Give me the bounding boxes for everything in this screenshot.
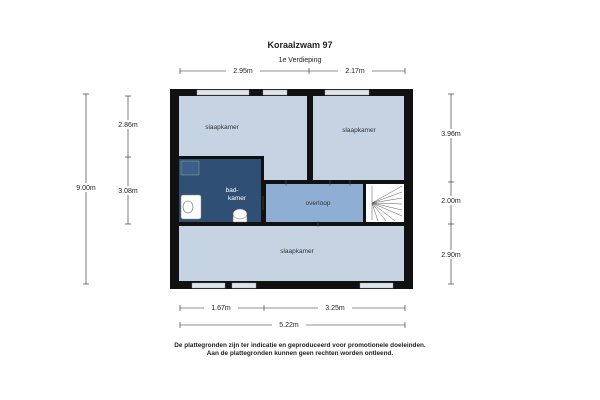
label-slaapkamer-2: slaapkamer [342,127,376,134]
toilet-bowl [233,209,247,219]
dim-right-lower: 2.90m [441,252,461,259]
label-badkamer: bad- kamer [225,187,247,202]
dim-bottom-left: 1.67m [211,305,231,312]
dim-top-right: 2.17m [345,68,365,75]
dim-bottom-total-label: 5.22m [279,322,299,329]
shower-tray [181,161,199,175]
dim-right-upper: 3.96m [441,131,461,138]
dim-left-lower: 3.08m [118,188,138,195]
label-slaapkamer-3: slaapkamer [280,248,314,255]
dim-left-total-label: 9.00m [76,185,96,192]
dim-top-left: 2.95m [233,68,253,75]
dim-bottom-right: 3.25m [325,305,345,312]
disclaimer-line-2: Aan de plattegronden kunnen geen rechten worden ontleend. [206,350,394,357]
dim-left-upper: 2.86m [118,122,138,129]
plan-title: Koraalzwam 97 [267,40,333,50]
label-slaapkamer-1: slaapkamer [205,124,239,131]
room-slaapkamer-top-left-ext [264,156,307,180]
room-slaapkamer-top-right [313,96,404,180]
dim-right-middle: 2.00m [441,198,461,205]
disclaimer [0,342,600,358]
label-overloop: overloop [305,200,331,207]
dim-left-inner [125,96,131,224]
sink [183,201,193,213]
floor-label: 1e Verdieping [278,57,322,64]
stairs-area [366,184,404,222]
disclaimer-line-1: De plattegronden zijn ter indicatie en geproduceerd voor promotionele doeleinden. [174,342,426,349]
room-slaapkamer-top-left [179,96,307,156]
